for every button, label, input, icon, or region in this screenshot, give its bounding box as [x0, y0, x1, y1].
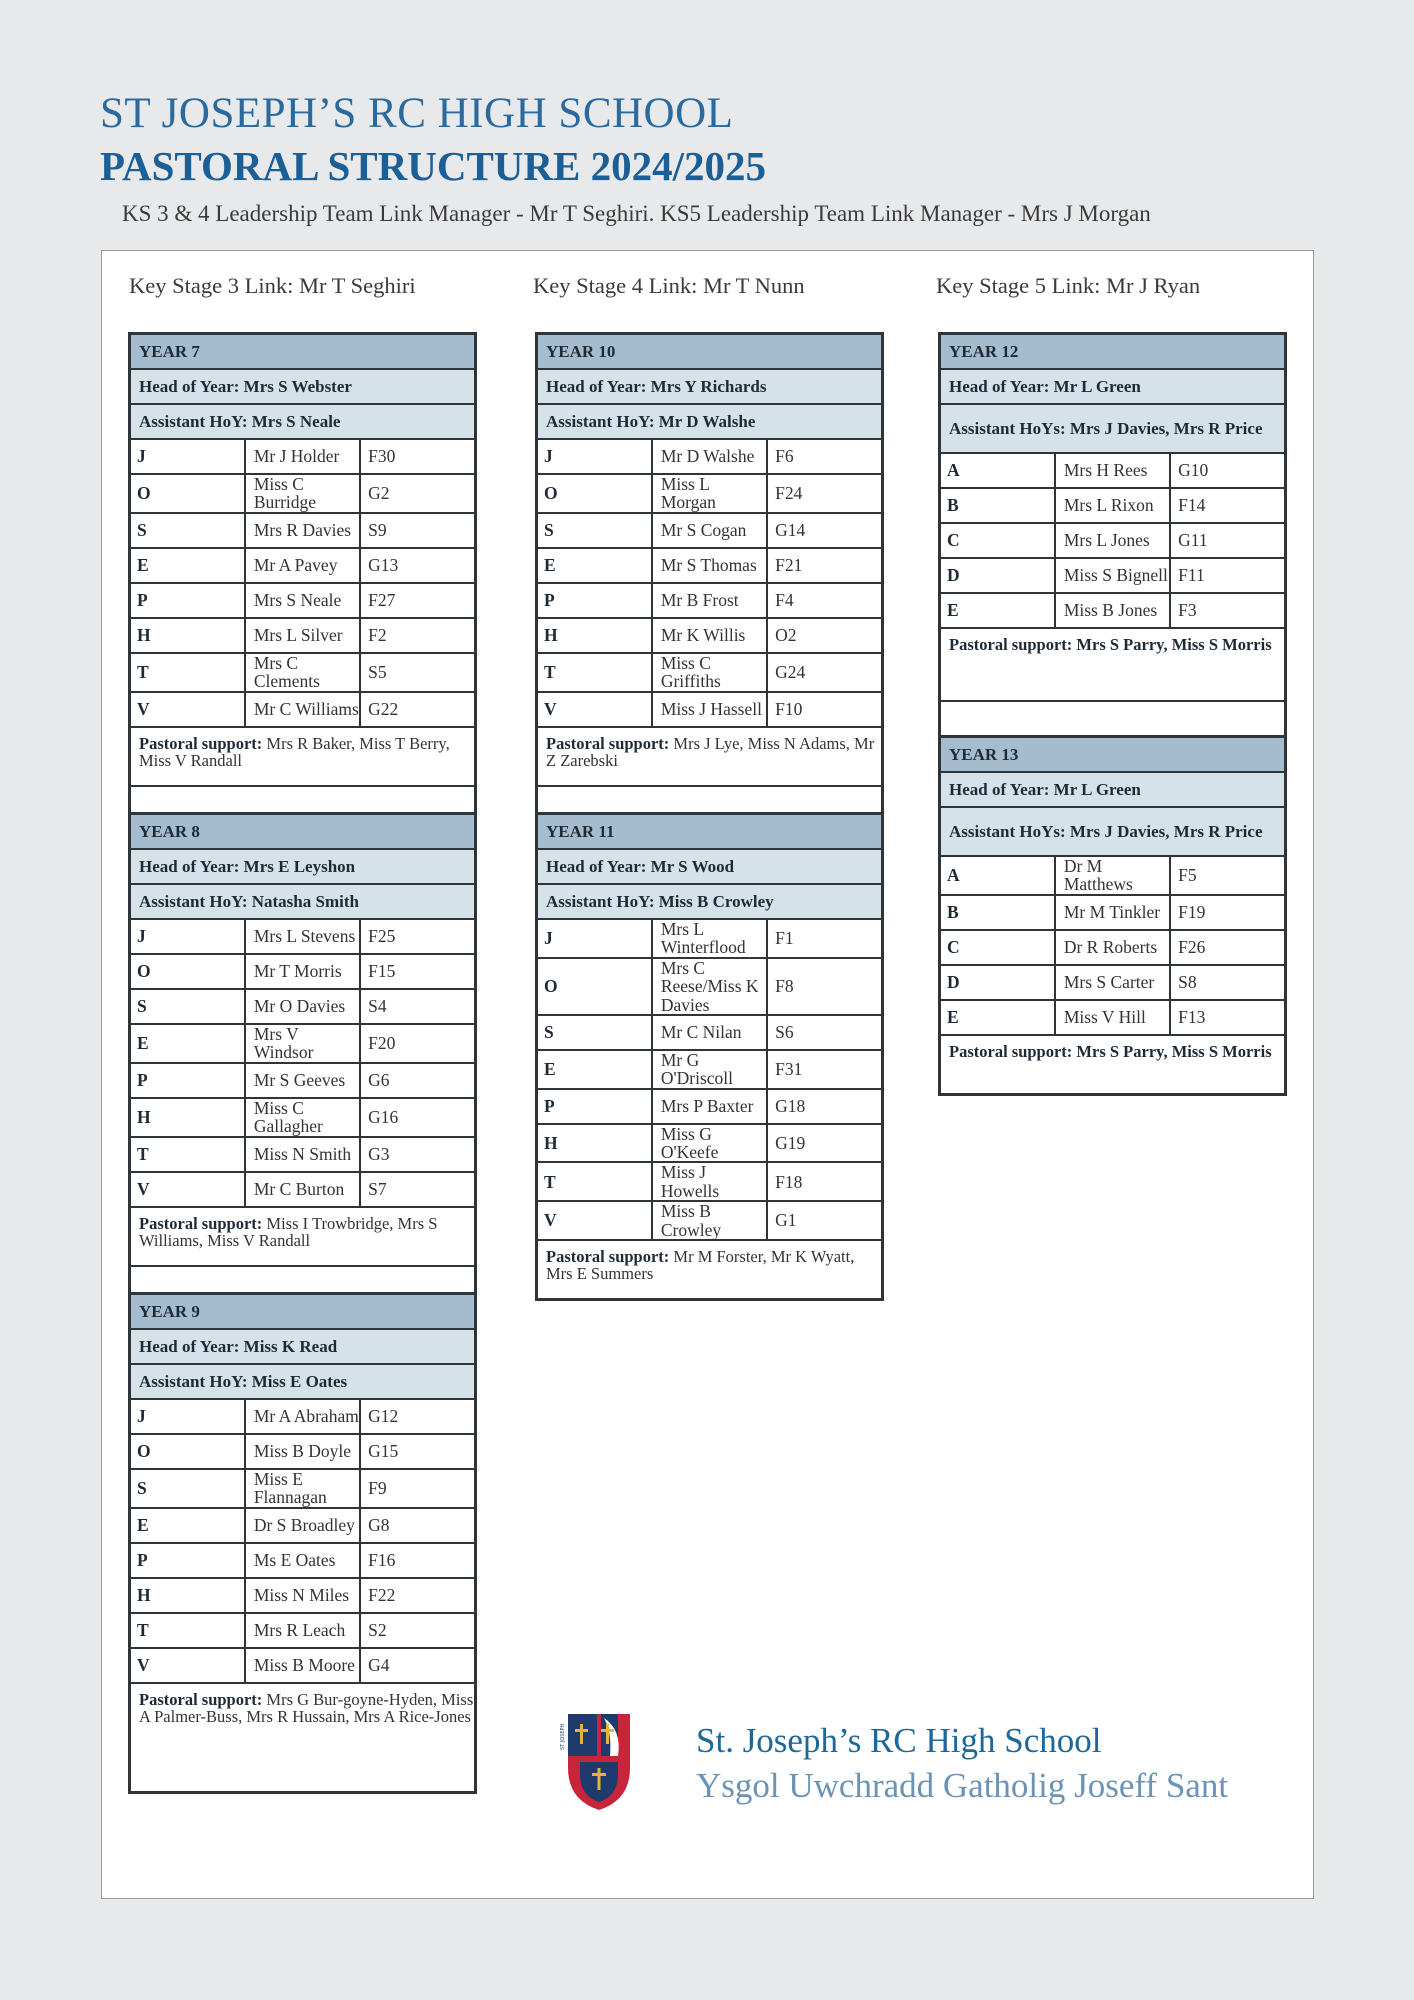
form-letter: O	[130, 474, 245, 513]
tutor-row	[130, 583, 476, 618]
room-code: G14	[767, 513, 882, 548]
tutor-row	[940, 895, 1286, 930]
head-of-year: Head of Year: Miss K Read	[130, 1329, 476, 1364]
assistant-head-of-year: Assistant HoY: Mr D Walshe	[537, 404, 883, 439]
tutor-row	[130, 1024, 476, 1063]
tutor-name: Mr T Morris	[245, 954, 360, 989]
form-letter: D	[940, 965, 1055, 1000]
tutor-name: Mrs L Silver	[245, 618, 360, 653]
tutor-row	[940, 1000, 1286, 1035]
pastoral-support-names: Miss I Trowbridge, Mrs S Williams, Miss V Randall	[139, 1213, 438, 1250]
form-letter: H	[537, 1124, 652, 1163]
tutor-name: Mrs L Stevens	[245, 919, 360, 954]
head-of-year-row	[940, 772, 1286, 807]
pastoral-support-label: Pastoral support:	[546, 733, 670, 753]
form-letter: S	[537, 513, 652, 548]
room-code: G1	[767, 1201, 882, 1240]
room-code: F13	[1170, 1000, 1285, 1035]
tutor-name: Dr R Roberts	[1055, 930, 1170, 965]
tutor-row	[537, 692, 883, 727]
assistant-head-of-year: Assistant HoY: Miss E Oates	[130, 1364, 476, 1399]
tutor-name: Miss B Moore	[245, 1648, 360, 1683]
tutor-row	[537, 583, 883, 618]
pastoral-support	[940, 1035, 1286, 1095]
form-letter: E	[537, 1050, 652, 1089]
tutor-row	[130, 919, 476, 954]
pastoral-support-row	[130, 1683, 476, 1793]
room-code: F10	[767, 692, 882, 727]
tutor-row	[130, 1613, 476, 1648]
form-letter: O	[130, 1434, 245, 1469]
assistant-head-of-year: Assistant HoY: Mrs S Neale	[130, 404, 476, 439]
tutor-row	[537, 474, 883, 513]
year-header-row	[130, 814, 476, 850]
room-code: O2	[767, 618, 882, 653]
pastoral-support-names: Mrs J Lye, Miss N Adams, Mr Z Zarebski	[546, 733, 875, 770]
assistant-hoy-row	[537, 884, 883, 919]
form-letter: O	[537, 474, 652, 513]
pastoral-support	[537, 727, 883, 786]
assistant-hoy-row	[537, 404, 883, 439]
form-letter: P	[537, 583, 652, 618]
form-letter: H	[130, 1578, 245, 1613]
form-letter: P	[130, 583, 245, 618]
year-table	[938, 735, 1287, 1096]
form-letter: E	[130, 1024, 245, 1063]
tutor-name: Mr C Burton	[245, 1172, 360, 1207]
tutor-row	[130, 1469, 476, 1508]
year-label: YEAR 9	[130, 1294, 476, 1330]
room-code: G24	[767, 653, 882, 692]
year-header-row	[537, 334, 883, 370]
form-letter: A	[940, 453, 1055, 488]
tutor-name: Miss B Doyle	[245, 1434, 360, 1469]
form-letter: V	[130, 1648, 245, 1683]
tutor-row	[537, 1162, 883, 1201]
tutor-row	[537, 958, 883, 1015]
room-code: G6	[360, 1063, 475, 1098]
form-letter: T	[537, 653, 652, 692]
form-letter: V	[130, 1172, 245, 1207]
pastoral-support	[130, 727, 476, 786]
ks3-link: Key Stage 3 Link: Mr T Seghiri	[129, 273, 416, 298]
form-letter: E	[537, 548, 652, 583]
tutor-name: Miss B Crowley	[652, 1201, 767, 1240]
tutor-row	[537, 1089, 883, 1124]
head-of-year: Head of Year: Mr L Green	[940, 369, 1286, 404]
room-code: F31	[767, 1050, 882, 1089]
room-code: F22	[360, 1578, 475, 1613]
assistant-hoy-row	[940, 807, 1286, 856]
tutor-name: Mrs C Clements	[245, 653, 360, 692]
room-code: G19	[767, 1124, 882, 1163]
tutor-row	[537, 1201, 883, 1240]
tutor-name: Mr J Holder	[245, 439, 360, 474]
tutor-name: Mrs S Neale	[245, 583, 360, 618]
tutor-name: Miss V Hill	[1055, 1000, 1170, 1035]
room-code: F11	[1170, 558, 1285, 593]
year-table	[938, 332, 1287, 738]
tutor-row	[537, 513, 883, 548]
tutor-name: Mr D Walshe	[652, 439, 767, 474]
room-code: F6	[767, 439, 882, 474]
head-of-year-row	[940, 369, 1286, 404]
pastoral-support-row	[940, 628, 1286, 701]
tutor-name: Mr K Willis	[652, 618, 767, 653]
room-code: F2	[360, 618, 475, 653]
tutor-name: Mrs H Rees	[1055, 453, 1170, 488]
form-letter: S	[130, 513, 245, 548]
pastoral-support-label: Pastoral support:	[546, 1246, 670, 1266]
head-of-year-row	[537, 369, 883, 404]
tutor-row	[940, 558, 1286, 593]
pastoral-support	[130, 1207, 476, 1266]
tutor-row	[940, 488, 1286, 523]
form-letter: T	[130, 1137, 245, 1172]
tutor-name: Mrs V Windsor	[245, 1024, 360, 1063]
head-of-year-row	[130, 849, 476, 884]
form-letter: E	[130, 548, 245, 583]
form-letter: V	[130, 692, 245, 727]
year-label: YEAR 10	[537, 334, 883, 370]
year-table	[128, 1292, 477, 1794]
assistant-head-of-year: Assistant HoY: Natasha Smith	[130, 884, 476, 919]
tutor-row	[537, 919, 883, 958]
school-name-heading: ST JOSEPH’S RC HIGH SCHOOL	[100, 90, 734, 137]
year-header-row	[537, 814, 883, 850]
tutor-row	[940, 856, 1286, 895]
tutor-name: Miss S Bignell	[1055, 558, 1170, 593]
tutor-row	[130, 1434, 476, 1469]
room-code: G10	[1170, 453, 1285, 488]
form-letter: S	[537, 1015, 652, 1050]
pastoral-support-label: Pastoral support: Mrs S Parry, Miss S Morris	[949, 1041, 1272, 1061]
room-code: F14	[1170, 488, 1285, 523]
year-table	[128, 332, 477, 823]
tutor-name: Miss G O'Keefe	[652, 1124, 767, 1163]
tutor-row	[130, 1172, 476, 1207]
room-code: F27	[360, 583, 475, 618]
room-code: G13	[360, 548, 475, 583]
tutor-row	[130, 653, 476, 692]
room-code: G18	[767, 1089, 882, 1124]
year-label: YEAR 13	[940, 737, 1286, 773]
pastoral-support-names: Mrs G Bur-goyne-Hyden, Miss A Palmer-Buss, Mrs R Hussain, Mrs A Rice-Jones	[139, 1689, 474, 1727]
pastoral-support-label: Pastoral support:	[139, 733, 263, 753]
form-letter: J	[537, 919, 652, 958]
tutor-name: Miss N Smith	[245, 1137, 360, 1172]
year-label: YEAR 8	[130, 814, 476, 850]
tutor-row	[130, 439, 476, 474]
pastoral-support-row	[940, 1035, 1286, 1095]
tutor-row	[130, 618, 476, 653]
form-letter: S	[130, 1469, 245, 1508]
form-letter: D	[940, 558, 1055, 593]
room-code: G22	[360, 692, 475, 727]
assistant-hoy-row	[130, 404, 476, 439]
head-of-year-row	[537, 849, 883, 884]
tutor-name: Dr S Broadley	[245, 1508, 360, 1543]
tutor-name: Miss L Morgan	[652, 474, 767, 513]
footer-school-name-cy: Ysgol Uwchradd Gatholig Joseff Sant	[696, 1766, 1229, 1805]
tutor-row	[537, 1124, 883, 1163]
assistant-hoy-row	[130, 884, 476, 919]
head-of-year: Head of Year: Mr L Green	[940, 772, 1286, 807]
pastoral-support-row	[130, 727, 476, 786]
form-letter: A	[940, 856, 1055, 895]
tutor-name: Mr C Nilan	[652, 1015, 767, 1050]
tutor-name: Mr M Tinkler	[1055, 895, 1170, 930]
year-header-row	[130, 334, 476, 370]
tutor-row	[130, 954, 476, 989]
room-code: F1	[767, 919, 882, 958]
tutor-name: Miss N Miles	[245, 1578, 360, 1613]
room-code: S4	[360, 989, 475, 1024]
year-table	[535, 332, 884, 823]
tutor-row	[130, 692, 476, 727]
tutor-name: Mr S Cogan	[652, 513, 767, 548]
leadership-subtitle: KS 3 & 4 Leadership Team Link Manager - Mr T Seghiri. KS5 Leadership Team Link Manager - Mrs J Morgan	[122, 201, 1151, 226]
form-letter: E	[940, 1000, 1055, 1035]
pastoral-support-row	[130, 1207, 476, 1266]
tutor-name: Mr A Pavey	[245, 548, 360, 583]
room-code: F20	[360, 1024, 475, 1063]
assistant-head-of-year: Assistant HoY: Miss B Crowley	[537, 884, 883, 919]
tutor-name: Mrs C Reese/Miss K Davies	[652, 958, 767, 1015]
tutor-row	[537, 618, 883, 653]
room-code: S2	[360, 1613, 475, 1648]
head-of-year-row	[130, 369, 476, 404]
room-code: F21	[767, 548, 882, 583]
form-letter: H	[130, 1098, 245, 1137]
pastoral-support	[940, 628, 1286, 701]
room-code: F15	[360, 954, 475, 989]
room-code: G12	[360, 1399, 475, 1434]
tutor-row	[130, 474, 476, 513]
ks4-link: Key Stage 4 Link: Mr T Nunn	[533, 273, 805, 298]
head-of-year: Head of Year: Mrs E Leyshon	[130, 849, 476, 884]
year-header-row	[940, 334, 1286, 370]
assistant-hoy-row	[940, 404, 1286, 453]
room-code: F4	[767, 583, 882, 618]
tutor-row	[940, 965, 1286, 1000]
tutor-name: Miss J Howells	[652, 1162, 767, 1201]
form-letter: J	[130, 439, 245, 474]
tutor-name: Mr O Davies	[245, 989, 360, 1024]
head-of-year: Head of Year: Mr S Wood	[537, 849, 883, 884]
form-letter: O	[130, 954, 245, 989]
year-header-row	[130, 1294, 476, 1330]
svg-text:ST JOSEPH: ST JOSEPH	[560, 1723, 566, 1750]
assistant-head-of-year: Assistant HoYs: Mrs J Davies, Mrs R Price	[940, 807, 1286, 856]
page-title: PASTORAL STRUCTURE 2024/2025	[100, 143, 766, 189]
tutor-row	[537, 1015, 883, 1050]
head-of-year-row	[130, 1329, 476, 1364]
tutor-name: Miss C Griffiths	[652, 653, 767, 692]
room-code: G16	[360, 1098, 475, 1137]
room-code: G8	[360, 1508, 475, 1543]
tutor-name: Mrs R Davies	[245, 513, 360, 548]
head-of-year: Head of Year: Mrs S Webster	[130, 369, 476, 404]
room-code: S8	[1170, 965, 1285, 1000]
form-letter: T	[130, 1613, 245, 1648]
room-code: F5	[1170, 856, 1285, 895]
tutor-name: Mr A Abraham	[245, 1399, 360, 1434]
tutor-row	[537, 439, 883, 474]
assistant-head-of-year: Assistant HoYs: Mrs J Davies, Mrs R Price	[940, 404, 1286, 453]
tutor-name: Mrs L Rixon	[1055, 488, 1170, 523]
room-code: F19	[1170, 895, 1285, 930]
room-code: F24	[767, 474, 882, 513]
room-code: F25	[360, 919, 475, 954]
tutor-row	[940, 593, 1286, 628]
pastoral-support-label: Pastoral support:	[139, 1689, 263, 1709]
form-letter: B	[940, 488, 1055, 523]
ks5-link: Key Stage 5 Link: Mr J Ryan	[936, 273, 1201, 298]
room-code: G15	[360, 1434, 475, 1469]
form-letter: T	[537, 1162, 652, 1201]
year-header-row	[940, 737, 1286, 773]
tutor-row	[130, 1098, 476, 1137]
pastoral-support-names: Mr M Forster, Mr K Wyatt, Mrs E Summers	[546, 1246, 855, 1284]
tutor-name: Mr S Geeves	[245, 1063, 360, 1098]
room-code: F30	[360, 439, 475, 474]
tutor-row	[130, 1508, 476, 1543]
pastoral-support	[537, 1240, 883, 1300]
tutor-row	[940, 930, 1286, 965]
spacer-row	[940, 701, 1286, 737]
tutor-row	[130, 1648, 476, 1683]
form-letter: H	[537, 618, 652, 653]
tutor-row	[130, 548, 476, 583]
form-letter: V	[537, 1201, 652, 1240]
room-code: G2	[360, 474, 475, 513]
room-code: F26	[1170, 930, 1285, 965]
form-letter: P	[130, 1543, 245, 1578]
tutor-row	[130, 513, 476, 548]
tutor-name: Miss J Hassell	[652, 692, 767, 727]
tutor-row	[130, 1578, 476, 1613]
form-letter: J	[130, 919, 245, 954]
tutor-name: Miss E Flannagan	[245, 1469, 360, 1508]
pastoral-support-names: Mrs R Baker, Miss T Berry, Miss V Randall	[139, 733, 450, 770]
form-letter: S	[130, 989, 245, 1024]
tutor-row	[130, 989, 476, 1024]
tutor-name: Mr G O'Driscoll	[652, 1050, 767, 1089]
form-letter: P	[537, 1089, 652, 1124]
form-letter: H	[130, 618, 245, 653]
tutor-row	[537, 653, 883, 692]
tutor-name: Miss C Burridge	[245, 474, 360, 513]
tutor-name: Dr M Matthews	[1055, 856, 1170, 895]
form-letter: E	[940, 593, 1055, 628]
tutor-name: Mrs L Jones	[1055, 523, 1170, 558]
room-code: S5	[360, 653, 475, 692]
form-letter: V	[537, 692, 652, 727]
footer-school-name-en: St. Joseph’s RC High School	[696, 1721, 1102, 1760]
year-label: YEAR 11	[537, 814, 883, 850]
pastoral-support-label: Pastoral support: Mrs S Parry, Miss S Morris	[949, 635, 1272, 654]
room-code: F8	[767, 958, 882, 1015]
pastoral-support	[130, 1683, 476, 1793]
pastoral-support-label: Pastoral support:	[139, 1213, 263, 1233]
form-letter: B	[940, 895, 1055, 930]
room-code: S6	[767, 1015, 882, 1050]
head-of-year: Head of Year: Mrs Y Richards	[537, 369, 883, 404]
room-code: G3	[360, 1137, 475, 1172]
form-letter: C	[940, 930, 1055, 965]
form-letter: P	[130, 1063, 245, 1098]
tutor-name: Mrs S Carter	[1055, 965, 1170, 1000]
tutor-row	[130, 1137, 476, 1172]
tutor-row	[940, 453, 1286, 488]
year-table	[128, 812, 477, 1303]
tutor-row	[130, 1399, 476, 1434]
room-code: G11	[1170, 523, 1285, 558]
pastoral-support-row	[537, 1240, 883, 1300]
room-code: S7	[360, 1172, 475, 1207]
tutor-name: Mrs L Winterflood	[652, 919, 767, 958]
tutor-name: Mr C Williams	[245, 692, 360, 727]
year-table	[535, 812, 884, 1301]
tutor-row	[940, 523, 1286, 558]
tutor-name: Mr B Frost	[652, 583, 767, 618]
year-label: YEAR 7	[130, 334, 476, 370]
tutor-row	[537, 548, 883, 583]
form-letter: J	[537, 439, 652, 474]
room-code: G4	[360, 1648, 475, 1683]
form-letter: T	[130, 653, 245, 692]
room-code: F16	[360, 1543, 475, 1578]
tutor-name: Ms E Oates	[245, 1543, 360, 1578]
tutor-name: Mr S Thomas	[652, 548, 767, 583]
room-code: S9	[360, 513, 475, 548]
year-label: YEAR 12	[940, 334, 1286, 370]
assistant-hoy-row	[130, 1364, 476, 1399]
pastoral-support-row	[537, 727, 883, 786]
tutor-row	[130, 1543, 476, 1578]
form-letter: E	[130, 1508, 245, 1543]
room-code: F3	[1170, 593, 1285, 628]
form-letter: O	[537, 958, 652, 1015]
tutor-name: Mrs P Baxter	[652, 1089, 767, 1124]
tutor-name: Miss C Gallagher	[245, 1098, 360, 1137]
form-letter: J	[130, 1399, 245, 1434]
tutor-row	[537, 1050, 883, 1089]
room-code: F18	[767, 1162, 882, 1201]
school-crest-logo	[560, 1710, 638, 1812]
form-letter: C	[940, 523, 1055, 558]
tutor-name: Mrs R Leach	[245, 1613, 360, 1648]
tutor-row	[130, 1063, 476, 1098]
room-code: F9	[360, 1469, 475, 1508]
tutor-name: Miss B Jones	[1055, 593, 1170, 628]
